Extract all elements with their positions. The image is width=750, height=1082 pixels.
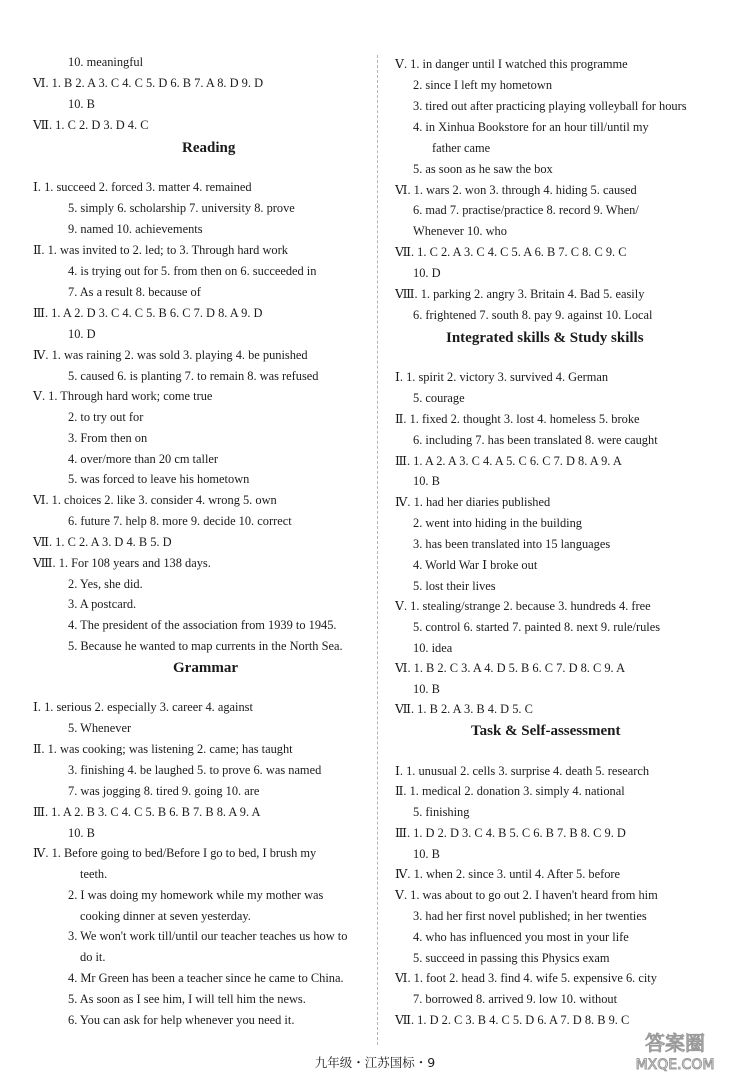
answer-line: 5. courage	[413, 391, 465, 405]
answer-line: 4. World War Ⅰ broke out	[413, 558, 538, 572]
answer-line: 10. meaningful	[68, 55, 144, 69]
answer-line: 9. named 10. achievements	[68, 222, 203, 236]
answer-line: Ⅳ. 1. had her diaries published	[395, 495, 551, 509]
watermark-line2: MXQE.COM	[635, 1057, 715, 1073]
answer-line: 2. since I left my hometown	[413, 78, 553, 92]
answer-line: Ⅳ. 1. Before going to bed/Before I go to bed, I brush my	[33, 846, 317, 860]
answer-line: Ⅱ. 1. fixed 2. thought 3. lost 4. homeless 5. broke	[395, 412, 640, 426]
answer-line: Ⅴ. 1. stealing/strange 2. because 3. hundreds 4. free	[395, 599, 651, 613]
answer-line: 6. You can ask for help whenever you need it.	[68, 1013, 295, 1027]
answer-line: 10. B	[413, 474, 440, 488]
answer-line: 10. idea	[413, 641, 453, 655]
answer-line: 4. over/more than 20 cm taller	[68, 452, 219, 466]
answer-line: 7. As a result 8. because of	[68, 285, 201, 299]
answer-line: Ⅶ. 1. B 2. A 3. B 4. D 5. C	[395, 702, 533, 716]
answer-line: 3. had her first novel published; in her twenties	[413, 909, 647, 923]
answer-line: 6. frightened 7. south 8. pay 9. against 10. Local	[413, 308, 653, 322]
answer-line: father came	[432, 141, 491, 155]
column-divider	[377, 55, 378, 1045]
section-heading: Integrated skills & Study skills	[446, 330, 644, 346]
section-heading: Grammar	[173, 660, 238, 676]
answer-line: Ⅰ. 1. succeed 2. forced 3. matter 4. remained	[33, 180, 252, 194]
answer-line: Ⅳ. 1. when 2. since 3. until 4. After 5. before	[395, 867, 621, 881]
answer-line: 7. was jogging 8. tired 9. going 10. are	[68, 784, 260, 798]
answer-line: 5. caused 6. is planting 7. to remain 8. was refused	[68, 369, 319, 383]
answer-line: 6. including 7. has been translated 8. were caught	[413, 433, 658, 447]
watermark-line1: 答案圈	[645, 1031, 705, 1055]
answer-line: 10. B	[413, 682, 440, 696]
answer-line: 4. is trying out for 5. from then on 6. succeeded in	[68, 264, 317, 278]
answer-line: 10. D	[413, 266, 441, 280]
answer-line: 5. control 6. started 7. painted 8. next 9. rule/rules	[413, 620, 661, 634]
answer-line: 3. We won't work till/until our teacher teaches us how to	[68, 929, 348, 943]
watermark-logo	[615, 1028, 735, 1074]
answer-line: Ⅱ. 1. medical 2. donation 3. simply 4. national	[395, 784, 625, 798]
page-footer: 九年级・江苏国标・9	[314, 1055, 436, 1070]
answer-line: 5. finishing	[413, 805, 470, 819]
section-heading: Task & Self-assessment	[471, 723, 621, 739]
answer-line: 7. borrowed 8. arrived 9. low 10. without	[413, 992, 618, 1006]
answer-line: 5. was forced to leave his hometown	[68, 472, 250, 486]
answer-line: Ⅰ. 1. spirit 2. victory 3. survived 4. German	[395, 370, 609, 384]
answer-line: Ⅷ. 1. parking 2. angry 3. Britain 4. Bad 5. easily	[395, 287, 645, 301]
answer-line: 6. future 7. help 8. more 9. decide 10. correct	[68, 514, 292, 528]
answer-line: 3. tired out after practicing playing volleyball for hours	[413, 99, 687, 113]
answer-line: 6. mad 7. practise/practice 8. record 9. When/	[413, 203, 639, 217]
answer-line: 2. I was doing my homework while my mother was	[68, 888, 324, 902]
answer-line: Ⅶ. 1. C 2. D 3. D 4. C	[33, 118, 149, 132]
section-heading: Reading	[182, 140, 236, 156]
answer-line: Ⅶ. 1. C 2. A 3. C 4. C 5. A 6. B 7. C 8. C 9. C	[395, 245, 627, 259]
answer-line: 4. The president of the association from 1939 to 1945.	[68, 618, 337, 632]
answer-line: Ⅲ. 1. A 2. A 3. C 4. A 5. C 6. C 7. D 8. A 9. A	[395, 454, 622, 468]
answer-line: 5. Whenever	[68, 721, 132, 735]
answer-line: Ⅴ. 1. in danger until I watched this programme	[395, 57, 628, 71]
answer-line: 10. B	[413, 847, 440, 861]
answer-line: 5. As soon as I see him, I will tell him the news.	[68, 992, 306, 1006]
answer-line: Ⅰ. 1. serious 2. especially 3. career 4. against	[33, 700, 253, 714]
answer-line: 4. in Xinhua Bookstore for an hour till/until my	[413, 120, 649, 134]
answer-line: Ⅰ. 1. unusual 2. cells 3. surprise 4. death 5. research	[395, 764, 650, 778]
answer-line: 3. finishing 4. be laughed 5. to prove 6. was named	[68, 763, 322, 777]
answer-line: teeth.	[80, 867, 108, 881]
answer-line: Ⅳ. 1. was raining 2. was sold 3. playing 4. be punished	[33, 348, 308, 362]
answer-line: Ⅲ. 1. A 2. B 3. C 4. C 5. B 6. B 7. B 8. A 9. A	[33, 805, 261, 819]
answer-line: 5. simply 6. scholarship 7. university 8. prove	[68, 201, 295, 215]
answer-line: 4. who has influenced you most in your life	[413, 930, 629, 944]
answer-line: Ⅵ. 1. wars 2. won 3. through 4. hiding 5. caused	[395, 183, 637, 197]
answer-line: cooking dinner at seven yesterday.	[80, 909, 251, 923]
answer-line: 10. B	[68, 97, 95, 111]
answer-line: 10. D	[68, 327, 96, 341]
answer-line: 3. has been translated into 15 languages	[413, 537, 611, 551]
answer-line: Ⅶ. 1. C 2. A 3. D 4. B 5. D	[33, 535, 172, 549]
answer-line: Ⅵ. 1. foot 2. head 3. find 4. wife 5. expensive 6. city	[395, 971, 657, 985]
answer-line: Whenever 10. who	[413, 224, 507, 238]
answer-line: Ⅴ. 1. Through hard work; come true	[33, 389, 213, 403]
answer-line: Ⅲ. 1. A 2. D 3. C 4. C 5. B 6. C 7. D 8. A 9. D	[33, 306, 263, 320]
answer-line: 2. went into hiding in the building	[413, 516, 582, 530]
answer-line: 4. Mr Green has been a teacher since he came to China.	[68, 971, 344, 985]
answer-line: 5. lost their lives	[413, 579, 496, 593]
answer-line: 2. to try out for	[68, 410, 144, 424]
answer-line: Ⅵ. 1. B 2. C 3. A 4. D 5. B 6. C 7. D 8. C 9. A	[395, 661, 626, 675]
answer-line: Ⅷ. 1. For 108 years and 138 days.	[33, 556, 211, 570]
answer-line: Ⅶ. 1. D 2. C 3. B 4. C 5. D 6. A 7. D 8. B 9. C	[395, 1013, 630, 1027]
answer-line: 3. A postcard.	[68, 597, 137, 611]
answer-line: Ⅱ. 1. was invited to 2. led; to 3. Through hard work	[33, 243, 288, 257]
answer-line: Ⅲ. 1. D 2. D 3. C 4. B 5. C 6. B 7. B 8. C 9. D	[395, 826, 626, 840]
answer-line: 5. as soon as he saw the box	[413, 162, 553, 176]
answer-line: 3. From then on	[68, 431, 148, 445]
answer-line: 5. succeed in passing this Physics exam	[413, 951, 610, 965]
answer-line: Ⅵ. 1. choices 2. like 3. consider 4. wrong 5. own	[33, 493, 277, 507]
answer-line: 10. B	[68, 826, 95, 840]
answer-line: do it.	[80, 950, 106, 964]
answer-line: Ⅴ. 1. was about to go out 2. I haven't heard from him	[395, 888, 658, 902]
answer-line: Ⅵ. 1. B 2. A 3. C 4. C 5. D 6. B 7. A 8. D 9. D	[33, 76, 264, 90]
answer-line: Ⅱ. 1. was cooking; was listening 2. came; has taught	[33, 742, 293, 756]
answer-line: 5. Because he wanted to map currents in the North Sea.	[68, 639, 343, 653]
answer-line: 2. Yes, she did.	[68, 577, 143, 591]
